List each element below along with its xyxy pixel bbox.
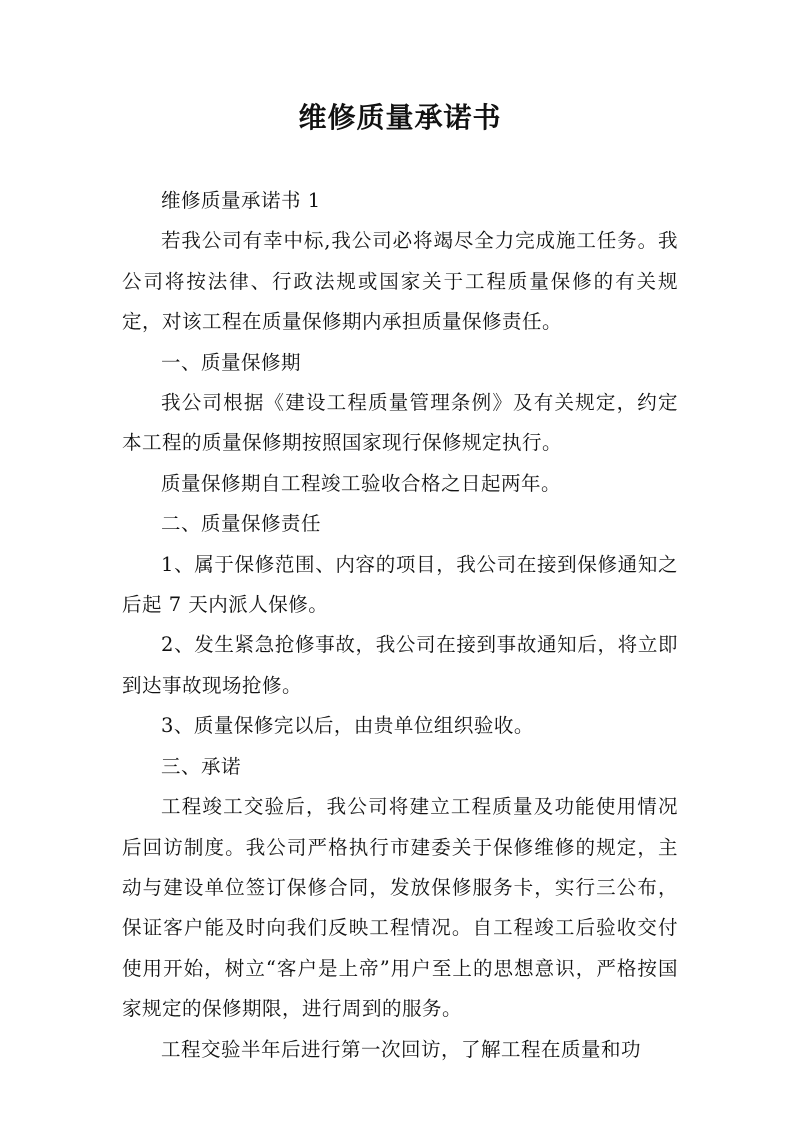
- responsibility-item-3: 3、质量保修完以后，由贵单位组织验收。: [161, 714, 534, 738]
- intro-paragraph: 若我公司有幸中标,我公司必将竭尽全力完成施工任务。我公司将按法律、行政法规或国家关于工程质量保修的有关规定，对该工程在质量保修期内承担质量保修责任。: [122, 229, 678, 334]
- document-body: [122, 181, 678, 1070]
- section-heading-warranty-period: 一、质量保修期: [161, 350, 302, 374]
- document-title: 维修质量承诺书: [298, 101, 502, 134]
- responsibility-item-2: 2、发生紧急抢修事故，我公司在接到事故通知后，将立即到达事故现场抢修。: [122, 633, 678, 697]
- section-heading-warranty-responsibility: 二、质量保修责任: [161, 512, 322, 536]
- subtitle-paragraph: 维修质量承诺书 1: [161, 189, 321, 212]
- responsibility-item-1: 1、属于保修范围、内容的项目，我公司在接到保修通知之后起 7 天内派人保修。: [122, 552, 678, 617]
- commitment-paragraph: 工程竣工交验后，我公司将建立工程质量及功能使用情况后回访制度。我公司严格执行市建委关于保修维修的规定，主动与建设单位签订保修合同，发放保修服务卡，实行三公布，保证客户能及时向我们反映工程情况。自工程竣工后验收交付使用开始，树立“客户是上帝”用户至上的思想意识，严格按国家规定的保修期限，进行周到的服务。: [122, 795, 678, 1021]
- section-heading-commitment: 三、承诺: [161, 754, 242, 778]
- warranty-duration-paragraph: 质量保修期自工程竣工验收合格之日起两年。: [161, 471, 562, 495]
- warranty-basis-paragraph: 我公司根据《建设工程质量管理条例》及有关规定，约定本工程的质量保修期按照国家现行保修规定执行。: [122, 391, 678, 455]
- follow-up-paragraph: 工程交验半年后进行第一次回访，了解工程在质量和功: [161, 1037, 642, 1061]
